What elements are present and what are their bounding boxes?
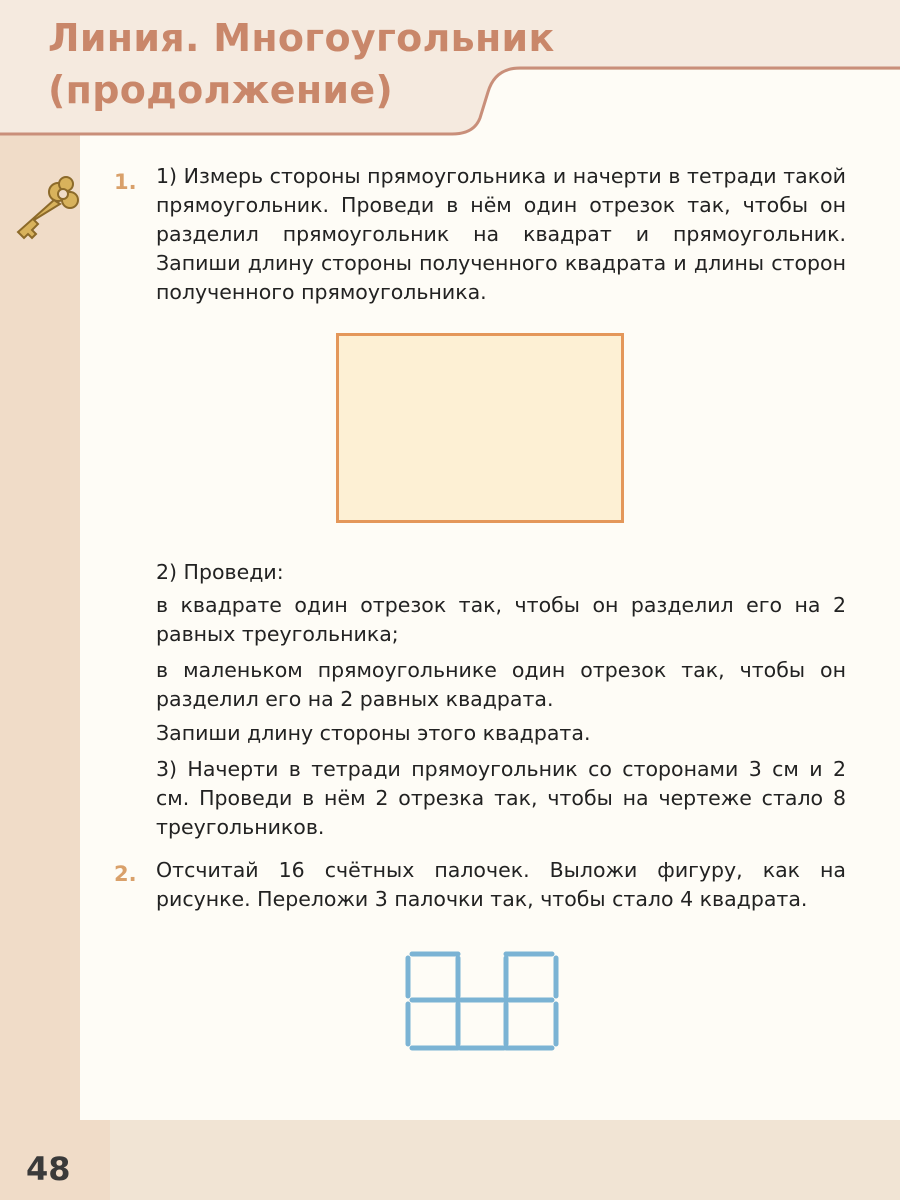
task-1-part-2-rectangle-text: в маленьком прямоугольнике один отрезок так, чтобы он разделил его на 2 равных квадрата. — [156, 658, 846, 711]
page-title — [48, 12, 555, 116]
page-number: 48 — [26, 1150, 71, 1188]
key-icon — [8, 168, 88, 248]
task-1-part-3-text: 3) Начерти в тетради прямоугольник со сторонами 3 см и 2 см. Проведи в нём 2 отрезка так, чтобы на чертеже стало 8 треугольников. — [156, 757, 846, 839]
task-1-part-2-square-text: в квадрате один отрезок так, чтобы он разделил его на 2 равных треугольника; — [156, 593, 846, 646]
title-line-1: Линия. Многоугольник — [48, 16, 555, 60]
task-1-part-2-title: 2) Проведи: — [156, 560, 284, 584]
task-2-number: 2. — [114, 862, 137, 886]
counting-sticks-figure — [400, 948, 565, 1058]
title-line-2: (продолжение) — [48, 68, 394, 112]
task-1-number: 1. — [114, 170, 137, 194]
task-2-text: Отсчитай 16 счётных палочек. Выложи фигуру, как на рисунке. Переложи 3 палочки так, чтобы стало 4 квадрата. — [156, 858, 846, 911]
task-1-part-2-record-text: Запиши длину стороны этого квадрата. — [156, 721, 591, 745]
task-1-part-1-text: 1) Измерь стороны прямоугольника и начерти в тетради такой прямоугольник. Проведи в нём один отрезок так, чтобы он разделил прямоугольник на квадрат и прямоугольник. Запиши длину стороны полученного квадрата и длины сторон полученного прямоугольника. — [156, 164, 846, 304]
rectangle-figure — [336, 333, 624, 523]
